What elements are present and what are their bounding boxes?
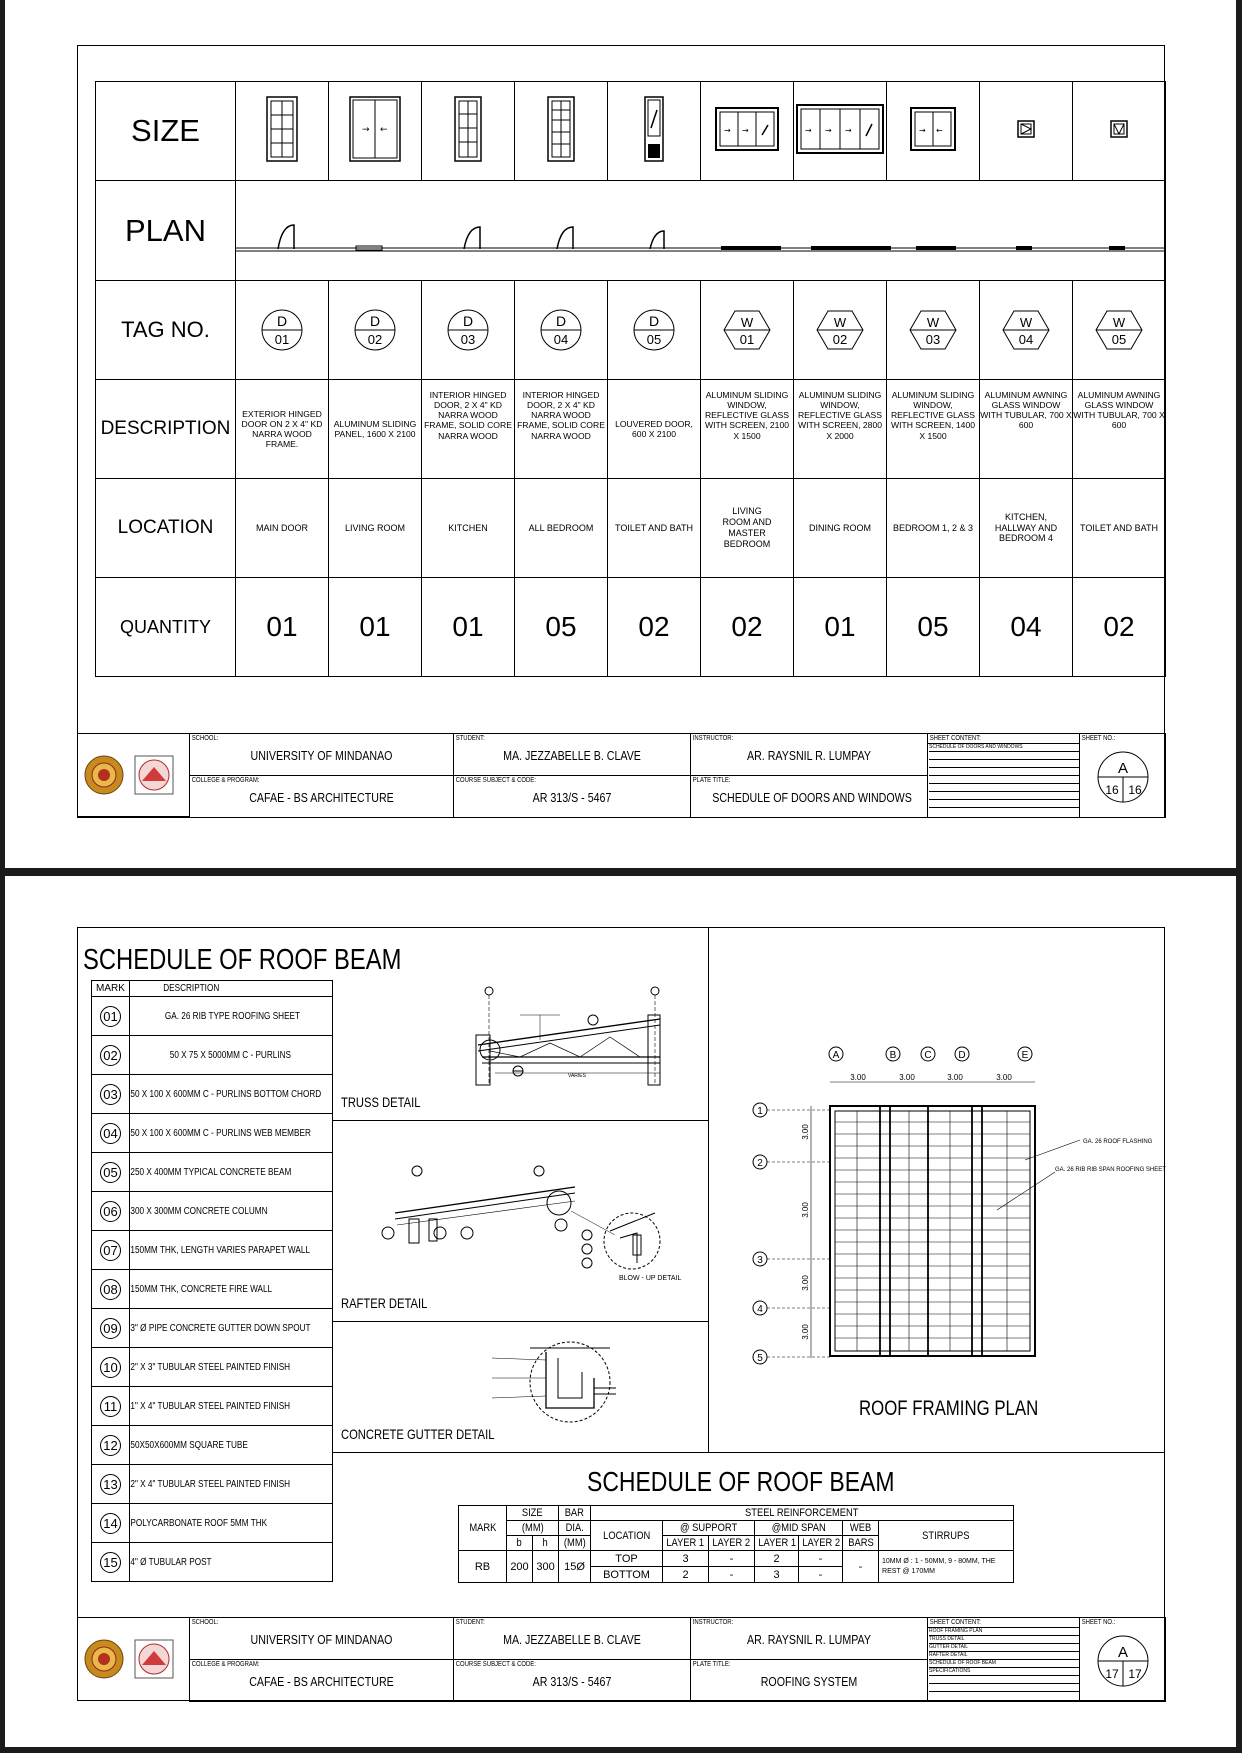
plan-row (96, 181, 1166, 281)
mark-description: 4" Ø TUBULAR POST (130, 1543, 296, 1582)
size-elevation (236, 82, 329, 181)
dimension-label: 3.00 (899, 1073, 915, 1082)
dimension-label: 3.00 (947, 1073, 963, 1082)
grid-number: 2 (757, 1158, 763, 1169)
mark-description: 1" X 4" TUBULAR STEEL PAINTED FINISH (130, 1387, 296, 1426)
svg-text:→: → (805, 125, 812, 135)
roof-beam-schedule (458, 1505, 1014, 1583)
svg-text:→: → (724, 125, 731, 135)
description-cell: ALUMINUM SLIDING WINDOW, REFLECTIVE GLASS WITH SCREEN, 2100 X 1500 (701, 380, 794, 479)
tag-letter: D (648, 313, 660, 329)
dimension-label: 3.00 (801, 1275, 810, 1291)
grid-number: 3 (757, 1255, 763, 1266)
dimension-label: 3.00 (801, 1124, 810, 1140)
quantity-cell: 02 (608, 578, 701, 677)
location-cell: LIVING ROOM AND MASTER BEDROOM (701, 479, 794, 578)
plate-field (691, 1660, 928, 1702)
table-cell: - (799, 1567, 843, 1583)
list-item (92, 1036, 333, 1075)
svg-text:→: → (919, 125, 926, 135)
tag-w04 (980, 281, 1073, 380)
mark-number: 06 (100, 1201, 121, 1222)
mark-description: 2" X 3" TUBULAR STEEL PAINTED FINISH (130, 1348, 296, 1387)
page-title: SCHEDULE OF ROOF BEAM (83, 944, 402, 976)
mark-description: 150MM THK, CONCRETE FIRE WALL (130, 1270, 296, 1309)
description-cell: ALUMINUM SLIDING WINDOW, REFLECTIVE GLASS WITH SCREEN, 1400 X 1500 (887, 380, 980, 479)
logo-panel (77, 1617, 190, 1701)
dimension-label: 3.00 (850, 1073, 866, 1082)
gutter-detail-label: CONCRETE GUTTER DETAIL (341, 1426, 495, 1442)
quantity-cell: 01 (422, 578, 515, 677)
tag-letter: W (1019, 315, 1033, 330)
table-cell: 2 (755, 1551, 799, 1567)
size-elevation (701, 82, 794, 181)
quantity-cell: 01 (794, 578, 887, 677)
sheet-content-field (928, 734, 1080, 818)
sheet-no: 17 (1105, 1667, 1119, 1681)
location-cell: KITCHEN, HALLWAY AND BEDROOM 4 (980, 479, 1073, 578)
tag-number: 01 (739, 332, 755, 347)
size-elevation (422, 82, 515, 181)
gutter-detail-drawing (490, 1338, 620, 1428)
beam-h: 300 (533, 1551, 559, 1583)
program-value: CAFAE - BS ARCHITECTURE (249, 790, 394, 805)
table-cell: 3 (755, 1567, 799, 1583)
sheet-total: 17 (1128, 1667, 1142, 1681)
student-value: MA. JEZZABELLE B. CLAVE (503, 1632, 641, 1647)
university-seal-logo (84, 1639, 124, 1679)
tag-letter: D (276, 313, 288, 329)
location-cell: KITCHEN (422, 479, 515, 578)
program-value: CAFAE - BS ARCHITECTURE (249, 1674, 394, 1689)
roof-framing-plan-drawing (745, 1040, 1166, 1370)
location-bottom: BOTTOM (591, 1567, 663, 1583)
list-item (92, 1543, 333, 1582)
mark-description: 50X50X600MM SQUARE TUBE (130, 1426, 296, 1465)
plate-label: PLATE TITLE: (692, 777, 731, 784)
tag-number: 03 (460, 332, 476, 347)
program-label: COLLEGE & PROGRAM: (191, 1661, 260, 1668)
location-cell: ALL BEDROOM (515, 479, 608, 578)
school-field (190, 734, 454, 776)
sheet-content-label: SHEET CONTENT: (929, 735, 981, 742)
col-header-steel: STEEL REINFORCEMENT (591, 1506, 1014, 1521)
rafter-detail-drawing (375, 1163, 682, 1283)
quantity-cell: 04 (980, 578, 1073, 677)
location-cell: TOILET AND BATH (608, 479, 701, 578)
svg-text:←: ← (936, 125, 943, 135)
mark-number: 13 (100, 1474, 121, 1495)
row-header-plan: PLAN (96, 181, 236, 281)
course-label: COURSE SUBJECT & CODE: (455, 1661, 536, 1668)
college-logo (134, 755, 174, 795)
plate-field (691, 776, 928, 818)
size-elevation (515, 82, 608, 181)
svg-text:→: → (825, 125, 832, 135)
plate-value: ROOFING SYSTEM (760, 1674, 858, 1689)
tag-number: 05 (646, 332, 662, 347)
truss-detail-drawing (460, 985, 680, 1090)
course-label: COURSE SUBJECT & CODE: (455, 777, 536, 784)
tag-d05 (608, 281, 701, 380)
mark-number: 07 (100, 1240, 121, 1261)
title-block (189, 1617, 1166, 1702)
mark-number: 02 (100, 1045, 121, 1066)
varies-label: VARIES (568, 1073, 586, 1079)
instructor-value: AR. RAYSNIL R. LUMPAY (746, 1632, 871, 1647)
list-item (92, 997, 333, 1036)
col-header-h: h (533, 1536, 559, 1551)
mark-description: 3" Ø PIPE CONCRETE GUTTER DOWN SPOUT (130, 1309, 296, 1348)
instructor-field (691, 1618, 928, 1660)
list-item (92, 1504, 333, 1543)
list-item (92, 1114, 333, 1153)
mark-description: 150MM THK, LENGTH VARIES PARAPET WALL (130, 1231, 296, 1270)
list-item (92, 1348, 333, 1387)
instructor-label: INSTRUCTOR: (692, 1619, 734, 1626)
table-cell: - (799, 1551, 843, 1567)
blowup-label: BLOW - UP DETAIL (619, 1275, 682, 1282)
col-header-size-unit: (MM) (507, 1521, 559, 1536)
course-value: AR 313/S - 5467 (532, 1674, 612, 1689)
list-item (92, 1465, 333, 1504)
col-header-location: LOCATION (591, 1521, 663, 1551)
table-cell: - (709, 1551, 755, 1567)
university-seal-logo (84, 755, 124, 795)
quantity-cell: 05 (515, 578, 608, 677)
tag-letter: W (740, 315, 754, 330)
student-label: STUDENT: (455, 735, 485, 742)
student-value: MA. JEZZABELLE B. CLAVE (503, 748, 641, 763)
sheet-no-field (1080, 734, 1166, 818)
mark-number: 11 (100, 1396, 121, 1417)
mark-description: 50 X 100 X 600MM C - PURLINS WEB MEMBER (130, 1114, 296, 1153)
sheet-no-label: SHEET NO.: (1081, 735, 1116, 742)
col-header-support: @ SUPPORT (663, 1521, 755, 1536)
tag-letter: W (833, 315, 847, 330)
list-item (92, 1270, 333, 1309)
college-logo (134, 1639, 174, 1679)
course-value: AR 313/S - 5467 (532, 790, 612, 805)
grid-letter: E (1021, 1050, 1029, 1061)
col-header-layer: LAYER 1 (755, 1536, 799, 1551)
sheet-no-field (1080, 1618, 1166, 1702)
col-header-stirrups: STIRRUPS (879, 1521, 1014, 1551)
quantity-cell: 02 (1073, 578, 1166, 677)
mark-number: 12 (100, 1435, 121, 1456)
description-cell: ALUMINUM SLIDING WINDOW, REFLECTIVE GLASS WITH SCREEN, 2800 X 2000 (794, 380, 887, 479)
tag-number: 02 (832, 332, 848, 347)
mark-description: 250 X 400MM TYPICAL CONCRETE BEAM (130, 1153, 296, 1192)
course-field (454, 776, 691, 818)
grid-number: 5 (757, 1353, 763, 1364)
table-cell: 2 (663, 1567, 709, 1583)
grid-letter: B (889, 1050, 897, 1061)
tag-letter: D (555, 313, 567, 329)
sheet-content-item: GUTTER DETAIL (929, 1644, 1079, 1652)
location-cell: LIVING ROOM (329, 479, 422, 578)
sheet-no-label: SHEET NO.: (1081, 1619, 1116, 1626)
roof-beam-mark-list (91, 980, 333, 1582)
size-row (96, 82, 1166, 181)
sheet-edge (1236, 876, 1242, 1753)
dimension-label: 3.00 (996, 1073, 1012, 1082)
svg-text:→: → (362, 124, 370, 135)
mark-number: 10 (100, 1357, 121, 1378)
list-item (92, 1153, 333, 1192)
col-header-bars: BARS (843, 1536, 879, 1551)
sheet-number-badge (1080, 743, 1166, 809)
sheet-edge (1236, 0, 1242, 868)
tag-number: 01 (274, 332, 290, 347)
plan-callout: GA. 26 ROOF FLASHING (1083, 1139, 1153, 1145)
tag-d01 (236, 281, 329, 380)
tag-number: 02 (367, 332, 383, 347)
quantity-cell: 01 (236, 578, 329, 677)
row-header-size: SIZE (96, 82, 236, 181)
table-cell: - (843, 1551, 879, 1583)
instructor-label: INSTRUCTOR: (692, 735, 734, 742)
tag-letter: W (1112, 315, 1126, 330)
location-row (96, 479, 1166, 578)
location-cell: MAIN DOOR (236, 479, 329, 578)
row-header-tag: TAG NO. (96, 281, 236, 380)
sheet-separator (0, 868, 1242, 876)
rafter-detail-label: RAFTER DETAIL (341, 1295, 428, 1311)
beam-mark: RB (459, 1551, 507, 1583)
title-block (189, 733, 1166, 818)
program-field (190, 1660, 454, 1702)
quantity-row (96, 578, 1166, 677)
sheet-edge (0, 876, 5, 1753)
tag-number: 03 (925, 332, 941, 347)
size-elevation (887, 82, 980, 181)
tag-d02 (329, 281, 422, 380)
col-header-bar: BAR (559, 1506, 591, 1521)
beam-dia: 15Ø (559, 1551, 591, 1583)
tag-letter: W (926, 315, 940, 330)
location-cell: BEDROOM 1, 2 & 3 (887, 479, 980, 578)
door-window-schedule (95, 81, 1166, 677)
description-cell: EXTERIOR HINGED DOOR ON 2 X 4" KD NARRA WOOD FRAME. (236, 380, 329, 479)
divider (332, 1452, 1165, 1453)
plate-label: PLATE TITLE: (692, 1661, 731, 1668)
plate-value: SCHEDULE OF DOORS AND WINDOWS (712, 790, 912, 805)
student-field (454, 1618, 691, 1660)
mark-description: GA. 26 RIB TYPE ROOFING SHEET (130, 997, 296, 1036)
col-header-layer: LAYER 2 (799, 1536, 843, 1551)
location-top: TOP (591, 1551, 663, 1567)
mark-description: 50 X 75 X 5000MM C - PURLINS (130, 1036, 296, 1075)
table-row (459, 1551, 1014, 1567)
mark-number: 01 (100, 1006, 121, 1027)
mark-number: 14 (100, 1513, 121, 1534)
grid-number: 1 (757, 1106, 763, 1117)
mark-number: 08 (100, 1279, 121, 1300)
quantity-cell: 05 (887, 578, 980, 677)
instructor-value: AR. RAYSNIL R. LUMPAY (746, 748, 871, 763)
mark-header: MARK (92, 981, 130, 997)
logo-panel (77, 733, 190, 817)
sheet-no: 16 (1105, 783, 1119, 797)
size-elevation (329, 82, 422, 181)
tag-w03 (887, 281, 980, 380)
sheet-content-field (928, 1618, 1080, 1702)
stirrups-value: 10MM Ø : 1 - 50MM, 9 - 80MM, THE REST @ 170MM (879, 1551, 1014, 1583)
sheet-content-item: SCHEDULE OF ROOF BEAM (929, 1660, 1079, 1668)
tag-letter: D (462, 313, 474, 329)
sheet-content-label: SHEET CONTENT: (929, 1619, 981, 1626)
sheet-letter: A (1117, 1644, 1129, 1661)
grid-number: 4 (757, 1304, 763, 1315)
description-header: DESCRIPTION (130, 981, 296, 997)
instructor-field (691, 734, 928, 776)
size-elevation (980, 82, 1073, 181)
size-elevation (608, 82, 701, 181)
grid-letter: D (958, 1050, 966, 1061)
divider (332, 1321, 709, 1322)
school-value: UNIVERSITY OF MINDANAO (250, 1632, 393, 1647)
list-item (92, 1075, 333, 1114)
sheet-edge (0, 1747, 1242, 1753)
description-row (96, 380, 1166, 479)
tag-w02 (794, 281, 887, 380)
table-cell: - (709, 1567, 755, 1583)
tag-number: 04 (1018, 332, 1034, 347)
school-label: SCHOOL: (191, 1619, 219, 1626)
row-header-quantity: QUANTITY (96, 578, 236, 677)
program-label: COLLEGE & PROGRAM: (191, 777, 260, 784)
divider (708, 927, 709, 1452)
roof-framing-plan-title: ROOF FRAMING PLAN (859, 1397, 1039, 1420)
row-header-location: LOCATION (96, 479, 236, 578)
size-elevation (794, 82, 887, 181)
tag-w01 (701, 281, 794, 380)
size-elevation (1073, 82, 1166, 181)
school-value: UNIVERSITY OF MINDANAO (250, 748, 393, 763)
row-header-description: DESCRIPTION (96, 380, 236, 479)
description-cell: INTERIOR HINGED DOOR, 2 X 4" KD NARRA WOOD FRAME, SOLID CORE NARRA WOOD (515, 380, 608, 479)
tag-d03 (422, 281, 515, 380)
tag-number: 05 (1111, 332, 1127, 347)
mark-number: 05 (100, 1162, 121, 1183)
tag-letter: D (369, 313, 381, 329)
table-cell: 3 (663, 1551, 709, 1567)
list-item (92, 1309, 333, 1348)
svg-text:←: ← (380, 124, 388, 135)
svg-text:→: → (742, 125, 749, 135)
mark-description: 50 X 100 X 600MM C - PURLINS BOTTOM CHORD (130, 1075, 296, 1114)
svg-text:→: → (845, 125, 852, 135)
student-field (454, 734, 691, 776)
col-header-midspan: @MID SPAN (755, 1521, 843, 1536)
mark-number: 04 (100, 1123, 121, 1144)
mark-number: 15 (100, 1552, 121, 1573)
sheet-content-item: TRUSS DETAIL (929, 1636, 1079, 1644)
tag-row (96, 281, 1166, 380)
description-cell: ALUMINUM SLIDING PANEL, 1600 X 2100 (329, 380, 422, 479)
truss-detail-label: TRUSS DETAIL (341, 1094, 421, 1110)
sheet-edge (0, 0, 5, 868)
beam-b: 200 (507, 1551, 533, 1583)
col-header-dia: DIA. (559, 1521, 591, 1536)
list-item (92, 1387, 333, 1426)
list-item (92, 1192, 333, 1231)
dimension-label: 3.00 (801, 1202, 810, 1218)
school-field (190, 1618, 454, 1660)
description-cell: LOUVERED DOOR, 600 X 2100 (608, 380, 701, 479)
sheet-content-item: ROOF FRAMING PLAN (929, 1628, 1079, 1636)
list-item (92, 1231, 333, 1270)
grid-letter: A (832, 1050, 840, 1061)
col-header-size: SIZE (507, 1506, 559, 1521)
description-cell: ALUMINUM AWNING GLASS WINDOW WITH TUBULAR, 700 X 600 (980, 380, 1073, 479)
sheet-content-item: SCHEDULE OF DOORS AND WINDOWS (929, 744, 1079, 752)
plan-strip (236, 181, 1166, 281)
quantity-cell: 01 (329, 578, 422, 677)
description-cell: ALUMINUM AWNING GLASS WINDOW WITH TUBULAR, 700 X 600 (1073, 380, 1166, 479)
dimension-label: 3.00 (801, 1324, 810, 1340)
student-label: STUDENT: (455, 1619, 485, 1626)
course-field (454, 1660, 691, 1702)
location-cell: TOILET AND BATH (1073, 479, 1166, 578)
col-header-layer: LAYER 1 (663, 1536, 709, 1551)
sheet-total: 16 (1128, 783, 1142, 797)
tag-w05 (1073, 281, 1166, 380)
col-header-web: WEB (843, 1521, 879, 1536)
mark-description: POLYCARBONATE ROOF 5MM THK (130, 1504, 296, 1543)
grid-letter: C (924, 1050, 932, 1061)
sheet-number-badge (1080, 1627, 1166, 1693)
plan-callout: GA. 26 RIB RIB SPAN ROOFING SHEET (1055, 1167, 1166, 1173)
mark-number: 03 (100, 1084, 121, 1105)
quantity-cell: 02 (701, 578, 794, 677)
program-field (190, 776, 454, 818)
mark-number: 09 (100, 1318, 121, 1339)
description-cell: INTERIOR HINGED DOOR, 2 X 4" KD NARRA WOOD FRAME, SOLID CORE NARRA WOOD (422, 380, 515, 479)
col-header-layer: LAYER 2 (709, 1536, 755, 1551)
col-header-b: b (507, 1536, 533, 1551)
sheet-letter: A (1117, 760, 1129, 777)
location-cell: DINING ROOM (794, 479, 887, 578)
sheet-content-item: RAFTER DETAIL (929, 1652, 1079, 1660)
beam-schedule-title: SCHEDULE OF ROOF BEAM (587, 1466, 895, 1497)
sheet-content-item: SPECIFICATIONS (929, 1668, 1079, 1676)
col-header-dia-unit: (MM) (559, 1536, 591, 1551)
tag-d04 (515, 281, 608, 380)
tag-number: 04 (553, 332, 569, 347)
school-label: SCHOOL: (191, 735, 219, 742)
col-header-mark: MARK (459, 1506, 507, 1551)
list-item (92, 1426, 333, 1465)
mark-description: 300 X 300MM CONCRETE COLUMN (130, 1192, 296, 1231)
divider (332, 1120, 709, 1121)
mark-description: 2" X 4" TUBULAR STEEL PAINTED FINISH (130, 1465, 296, 1504)
